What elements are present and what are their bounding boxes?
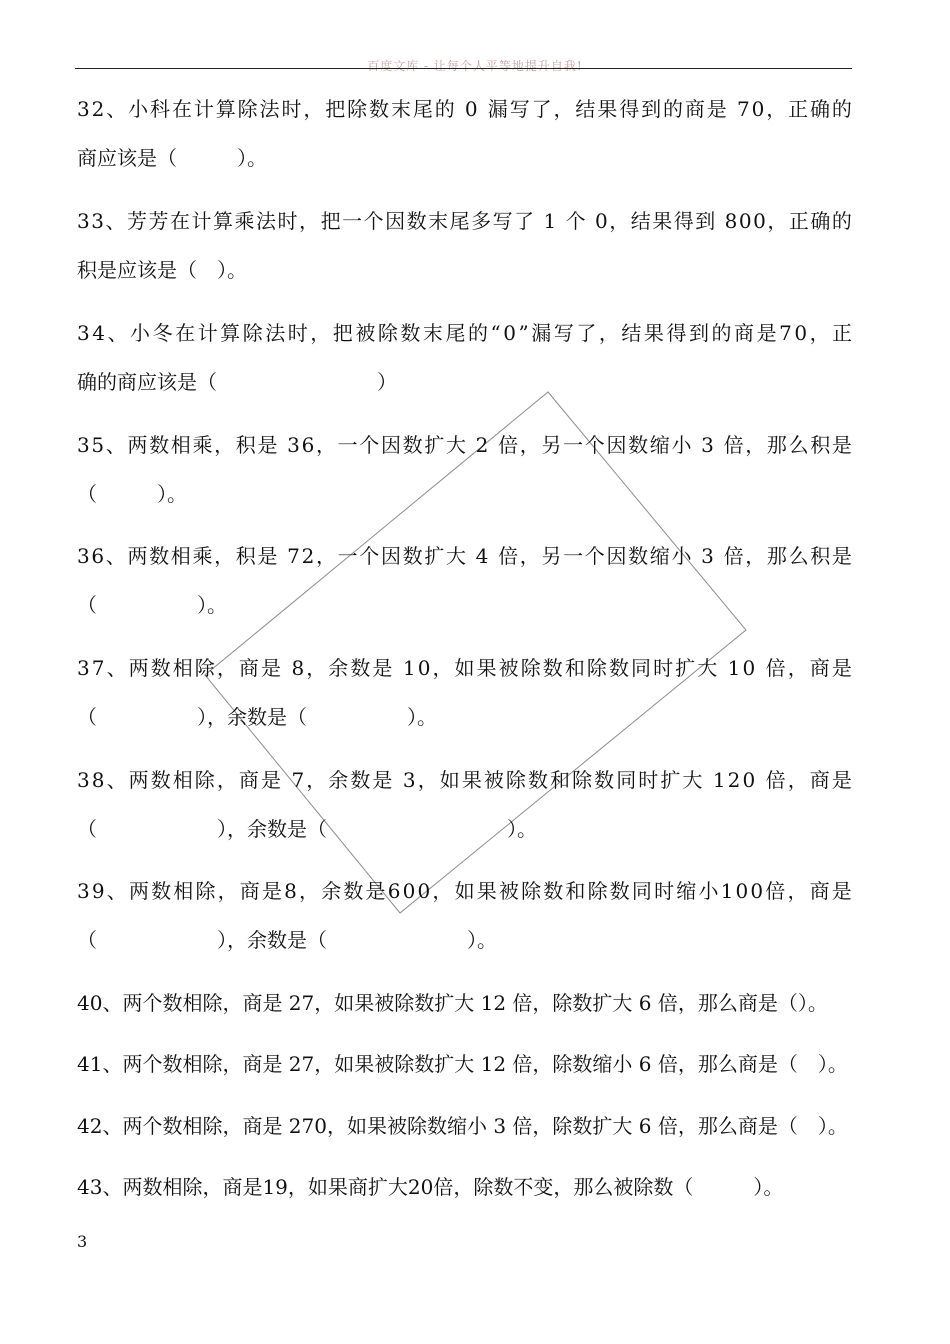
question-line: 39、两数相除，商是8，余数是600，如果被除数和除数同时缩小100倍，商是 [77, 879, 854, 903]
question-43 [77, 1176, 852, 1198]
question-line: 商应该是（ ）。 [77, 146, 267, 170]
question-line: 38、两数相除，商是 7，余数是 3，如果被除数和除数同时扩大 120 倍，商是 [77, 768, 854, 792]
question-line: 42、两个数相除，商是 270，如果被除数缩小 3 倍，除数扩大 6 倍，那么商是（ ）。 [77, 1114, 848, 1138]
question-37 [77, 657, 852, 728]
question-line: 43、两数相除，商是19，如果商扩大20倍，除数不变，那么被除数（ ）。 [77, 1175, 784, 1199]
question-33 [77, 210, 852, 281]
question-line: 积是应该是（ ）。 [77, 258, 247, 282]
question-line: 36、两数相乘，积是 72，一个因数扩大 4 倍，另一个因数缩小 3 倍，那么积是 [77, 544, 854, 568]
question-40 [77, 992, 852, 1014]
question-line: （ ），余数是（ ）。 [77, 928, 497, 952]
header-rule [75, 68, 852, 69]
question-line: 40、两个数相除，商是 27，如果被除数扩大 12 倍，除数扩大 6 倍，那么商是（）。 [77, 991, 828, 1015]
question-line: （ ），余数是（ ）。 [77, 705, 437, 729]
question-line: （ ），余数是（ ）。 [77, 817, 537, 841]
question-38 [77, 769, 852, 840]
question-32 [77, 98, 852, 169]
question-line: 33、芳芳在计算乘法时，把一个因数末尾多写了 1 个 0，结果得到 800，正确的 [77, 209, 854, 233]
question-line: 34、小冬在计算除法时，把被除数末尾的“0”漏写了，结果得到的商是70，正 [77, 321, 855, 345]
question-39 [77, 880, 852, 951]
question-line: 35、两数相乘，积是 36，一个因数扩大 2 倍，另一个因数缩小 3 倍，那么积是 [77, 433, 854, 457]
question-line: 32、小科在计算除法时，把除数末尾的 0 漏写了，结果得到的商是 70，正确的 [77, 97, 854, 121]
question-36 [77, 545, 852, 616]
question-line: 确的商应该是（ ） [77, 370, 397, 394]
question-41 [77, 1053, 852, 1075]
page-number: 3 [77, 1232, 88, 1251]
question-line: 37、两数相除，商是 8，余数是 10，如果被除数和除数同时扩大 10 倍，商是 [77, 656, 854, 680]
question-line: （ ）。 [77, 482, 187, 506]
question-line: 41、两个数相除，商是 27，如果被除数扩大 12 倍，除数缩小 6 倍，那么商是（ ）。 [77, 1052, 848, 1076]
question-42 [77, 1115, 852, 1137]
question-34 [77, 321, 855, 394]
question-line: （ ）。 [77, 593, 227, 617]
question-35 [77, 434, 852, 505]
header-watermark-text: 百度文库 - 让每个人平等地提升自我! [367, 59, 583, 73]
